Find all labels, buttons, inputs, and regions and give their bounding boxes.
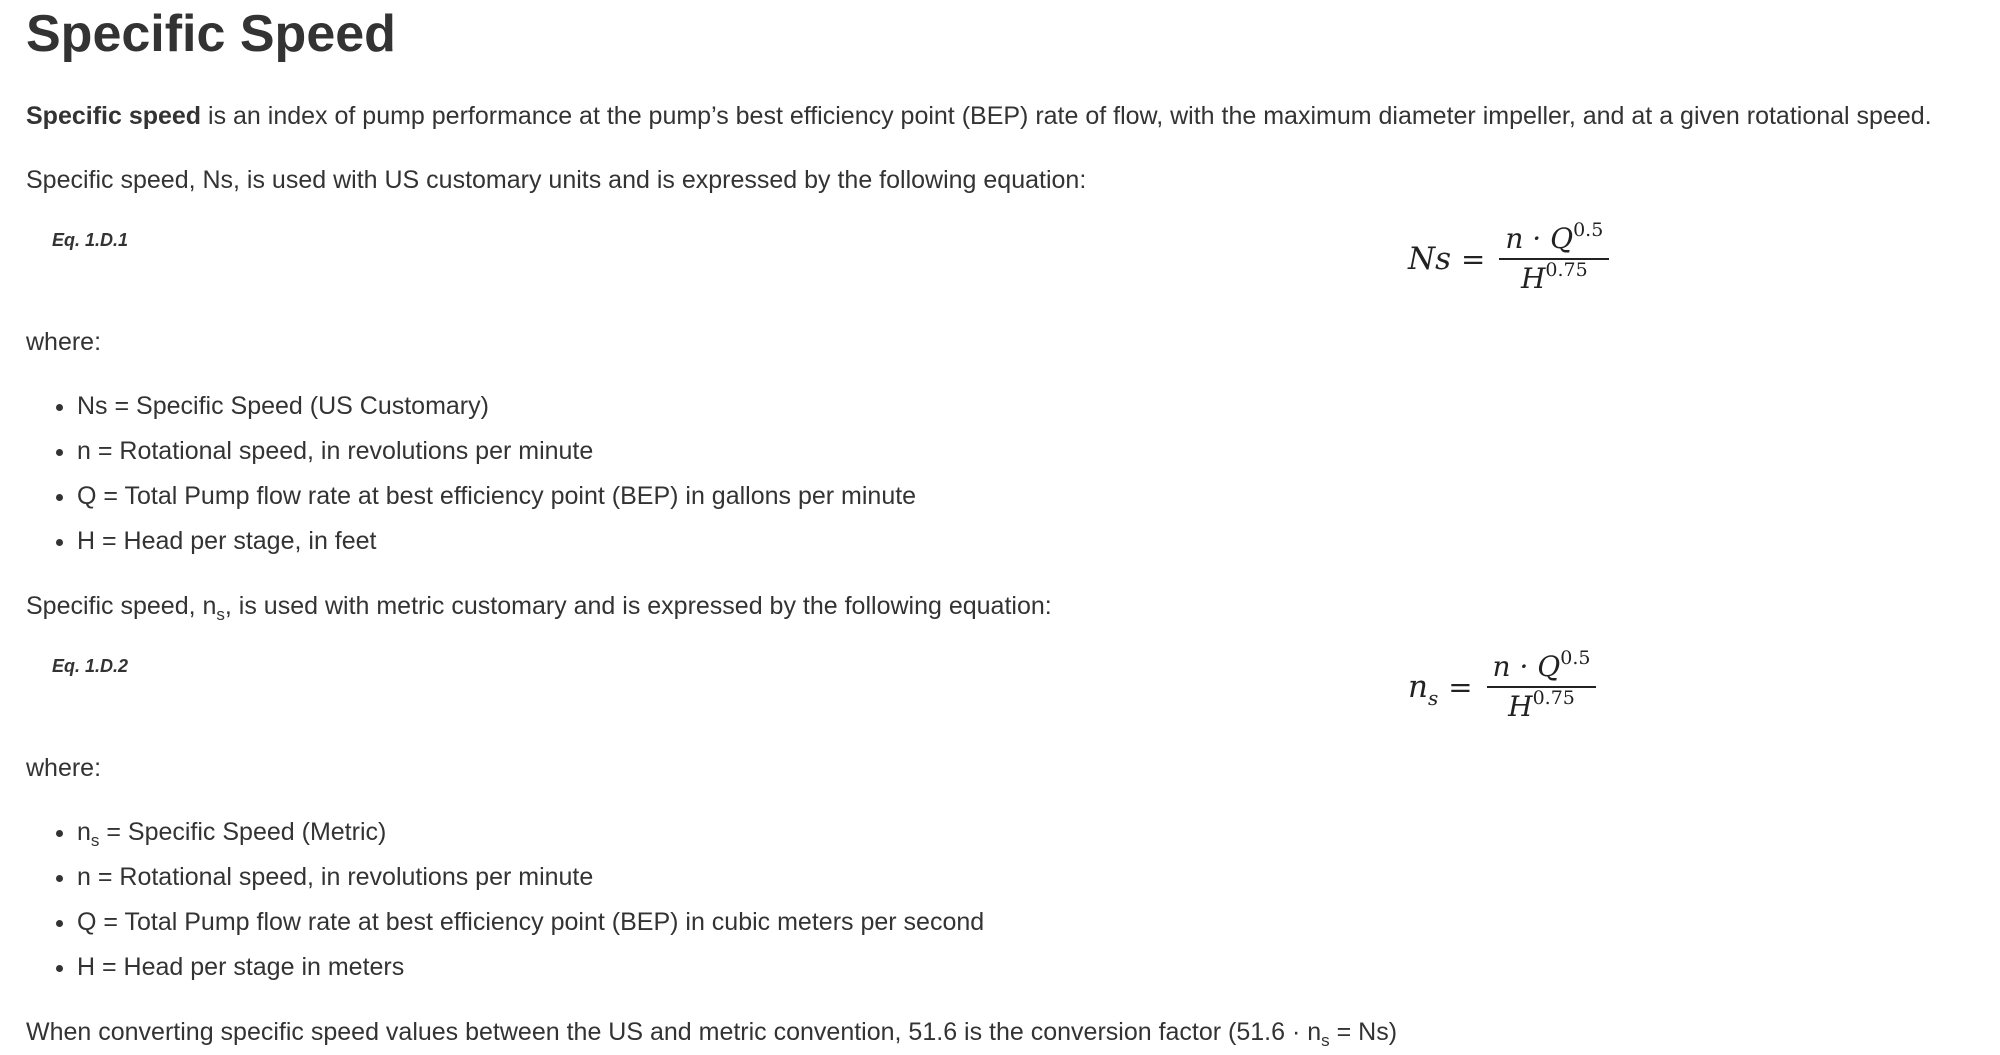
equation-label-metric: Eq. 1.D.2 bbox=[52, 656, 129, 676]
equation-us-numerator bbox=[1499, 220, 1609, 258]
list-item-text: n bbox=[77, 818, 91, 846]
list-item: n = Rotational speed, in revolutions per minute bbox=[26, 855, 984, 900]
us-lead-paragraph: Specific speed, Ns, is used with US customary units and is expressed by the following equation: bbox=[26, 166, 1087, 194]
equation-us-fraction bbox=[1499, 220, 1609, 298]
equation-metric-lhs bbox=[1408, 669, 1439, 710]
equation-us-equals: = bbox=[1461, 242, 1486, 276]
equation-metric-lhs-subscript: s bbox=[1427, 686, 1439, 710]
list-item: H = Head per stage in meters bbox=[26, 945, 984, 990]
intro-text: is an index of pump performance at the pump’s best efficiency point (BEP) rate of flow, with the maximum diameter impeller, and at a given rotational speed. bbox=[201, 102, 1932, 130]
variable-list-metric bbox=[26, 810, 984, 990]
conversion-paragraph bbox=[26, 1016, 1397, 1048]
list-item-subscript: s bbox=[90, 831, 100, 850]
equation-metric bbox=[1408, 648, 1596, 726]
equation-metric-denominator-base: H bbox=[1508, 690, 1533, 723]
metric-lead-text-rest: , is used with metric customary and is expressed by the following equation: bbox=[224, 592, 1052, 620]
where-label-metric: where: bbox=[26, 754, 102, 782]
conversion-text-rest: = Ns) bbox=[1329, 1018, 1398, 1046]
equation-us-lhs: Ns bbox=[1408, 241, 1452, 277]
equation-us-numerator-base: n · Q bbox=[1505, 222, 1574, 255]
list-item: H = Head per stage, in feet bbox=[26, 519, 916, 564]
list-item: Q = Total Pump flow rate at best efficiency point (BEP) in cubic meters per second bbox=[26, 900, 984, 945]
equation-us bbox=[1408, 220, 1609, 298]
metric-lead-paragraph bbox=[26, 590, 1052, 622]
where-label-us: where: bbox=[26, 328, 102, 356]
equation-us-denominator-base: H bbox=[1520, 262, 1546, 295]
conversion-subscript: s bbox=[1321, 1031, 1330, 1050]
equation-metric-denominator-exp: 0.75 bbox=[1532, 687, 1575, 709]
equation-metric-denominator bbox=[1502, 688, 1581, 726]
equation-us-numerator-exp: 0.5 bbox=[1573, 219, 1604, 241]
equation-metric-numerator-exp: 0.5 bbox=[1560, 647, 1591, 669]
metric-lead-subscript: s bbox=[216, 605, 225, 624]
page-title: Specific Speed bbox=[26, 5, 396, 63]
equation-metric-lhs-base: n bbox=[1408, 669, 1428, 705]
variable-list-us bbox=[26, 384, 916, 564]
list-item: Q = Total Pump flow rate at best efficiency point (BEP) in gallons per minute bbox=[26, 474, 916, 519]
metric-lead-text: Specific speed, n bbox=[26, 592, 217, 620]
intro-term: Specific speed bbox=[26, 102, 202, 130]
list-item: n = Rotational speed, in revolutions per minute bbox=[26, 429, 916, 474]
intro-paragraph bbox=[26, 100, 1932, 132]
conversion-text: When converting specific speed values between the US and metric convention, 51.6 is the conversion factor (51.6 · n bbox=[26, 1018, 1322, 1046]
equation-metric-numerator-base: n · Q bbox=[1492, 650, 1561, 683]
list-item-text-rest: = Specific Speed (Metric) bbox=[99, 818, 387, 846]
equation-metric-fraction bbox=[1487, 648, 1597, 726]
list-item: Ns = Specific Speed (US Customary) bbox=[26, 384, 916, 429]
equation-label-us: Eq. 1.D.1 bbox=[52, 230, 129, 250]
equation-us-denominator-exp: 0.75 bbox=[1545, 259, 1588, 281]
equation-metric-equals: = bbox=[1448, 670, 1473, 704]
equation-metric-numerator bbox=[1487, 648, 1597, 686]
list-item bbox=[26, 810, 984, 855]
equation-us-denominator bbox=[1515, 260, 1594, 298]
